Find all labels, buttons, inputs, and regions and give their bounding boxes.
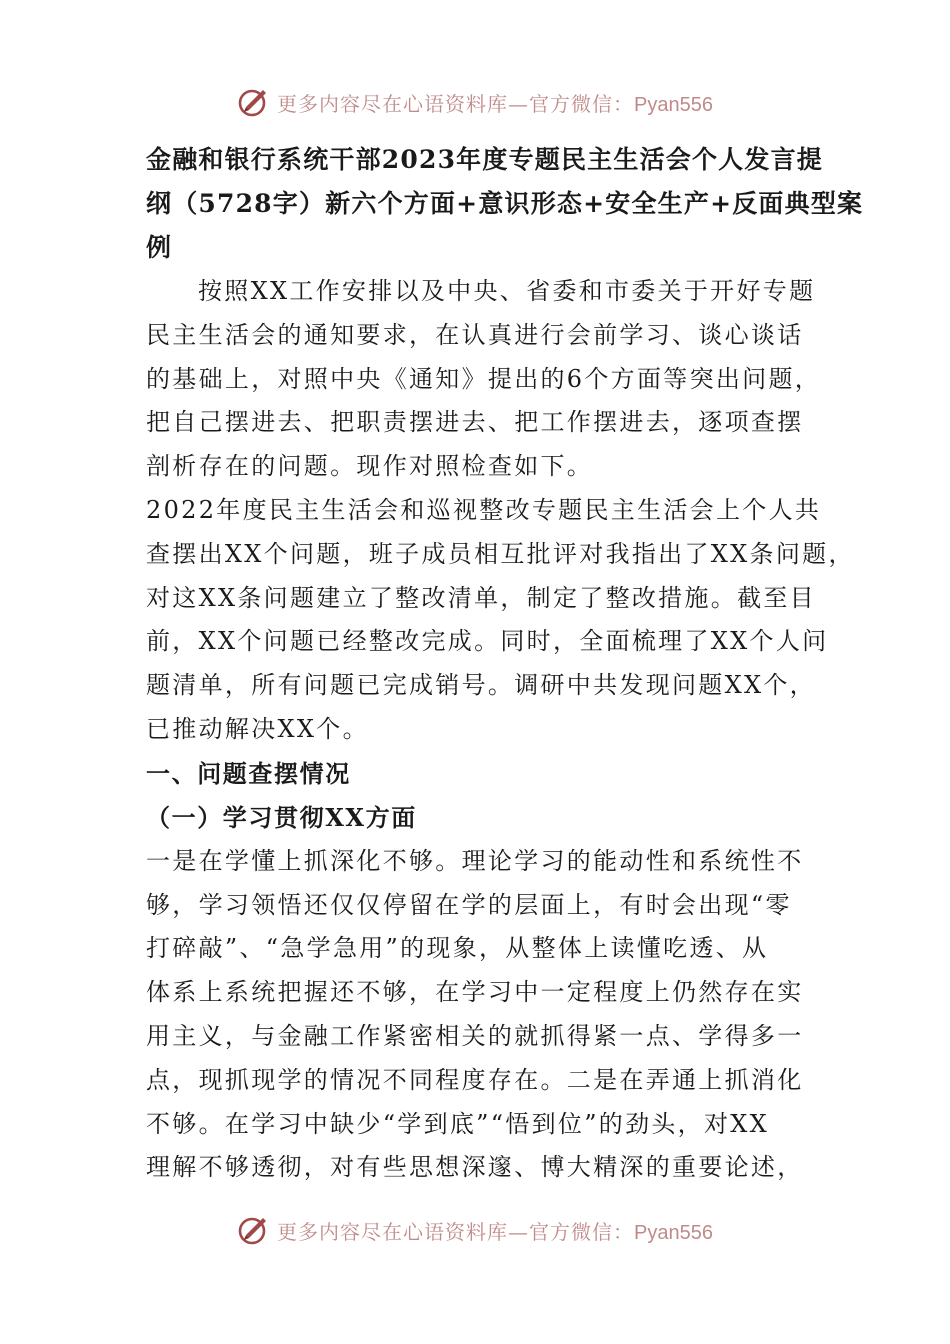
text-line: 不够。在学习中缺少“学到底”“悟到位”的劲头，对XX: [146, 1109, 770, 1138]
text-line: 把自己摆进去、把职责摆进去、把工作摆进去，逐项查摆: [146, 408, 804, 437]
text-line: 剖析存在的问题。现作对照检查如下。: [146, 452, 594, 481]
header-watermark-banner: [0, 82, 950, 122]
wechat-id: Pyan556: [634, 93, 713, 116]
document-title: [146, 138, 864, 270]
text-line: 一是在学懂上抓深化不够。理论学习的能动性和系统性不: [146, 846, 804, 875]
text-line: 题清单，所有问题已完成销号。调研中共发现问题XX个，: [146, 671, 816, 700]
text-line: 点，现抓现学的情况不同程度存在。二是在弄通上抓消化: [146, 1065, 804, 1094]
intro-paragraph: [146, 270, 826, 489]
text-line: 打碎敲”、“急学急用”的现象，从整体上读懂吃透、从: [146, 934, 769, 963]
text-line: 够，学习领悟还仅仅停留在学的层面上，有时会出现“零: [146, 890, 792, 919]
review-paragraph: [146, 489, 855, 752]
watermark-text: 更多内容尽在心语资料库—官方微信：Pyan556: [277, 91, 713, 116]
text-line: 理解不够透彻，对有些思想深邃、博大精深的重要论述，: [146, 1153, 804, 1182]
text-line: 已推动解决XX个。: [146, 714, 369, 743]
text-line: 用主义，与金融工作紧密相关的就抓得紧一点、学得多一: [146, 1021, 804, 1050]
text-line: 前，XX个问题已经整改完成。同时，全面梳理了XX个人问: [146, 627, 829, 656]
wechat-id: Pyan556: [634, 1221, 713, 1244]
text-line: 的基础上，对照中央《通知》提出的6个方面等突出问题，: [146, 364, 822, 393]
document-body: [146, 138, 864, 1190]
text-line: 对这XX条问题建立了整改清单，制定了整改措施。截至目: [146, 583, 816, 612]
title-line: 例: [146, 233, 173, 262]
text-line: 体系上系统把握还不够，在学习中一定程度上仍然存在实: [146, 978, 804, 1007]
title-line: 金融和银行系统干部2023年度专题民主生活会个人发言提: [146, 145, 823, 174]
pen-circle-logo-icon: [237, 1213, 271, 1247]
text-line: 民主生活会的通知要求，在认真进行会前学习、谈心谈话: [146, 320, 804, 349]
section-heading: 一、问题查摆情况: [146, 758, 351, 788]
text-line: 查摆出XX个问题，班子成员相互批评对我指出了XX条问题，: [146, 539, 855, 568]
pen-circle-logo-icon: [237, 85, 271, 119]
subsection-heading: （一）学习贯彻XX方面: [146, 802, 417, 832]
text-line: 2022年度民主生活会和巡视整改专题民主生活会上个人共: [146, 495, 822, 524]
body-paragraph: [146, 840, 826, 1190]
footer-watermark-banner: [0, 1210, 950, 1250]
text-line: 按照XX工作安排以及中央、省委和市委关于开好专题: [198, 277, 816, 305]
watermark-text: 更多内容尽在心语资料库—官方微信：Pyan556: [277, 1219, 713, 1244]
title-line: 纲（5728字）新六个方面+意识形态+安全生产+反面典型案: [146, 189, 864, 218]
